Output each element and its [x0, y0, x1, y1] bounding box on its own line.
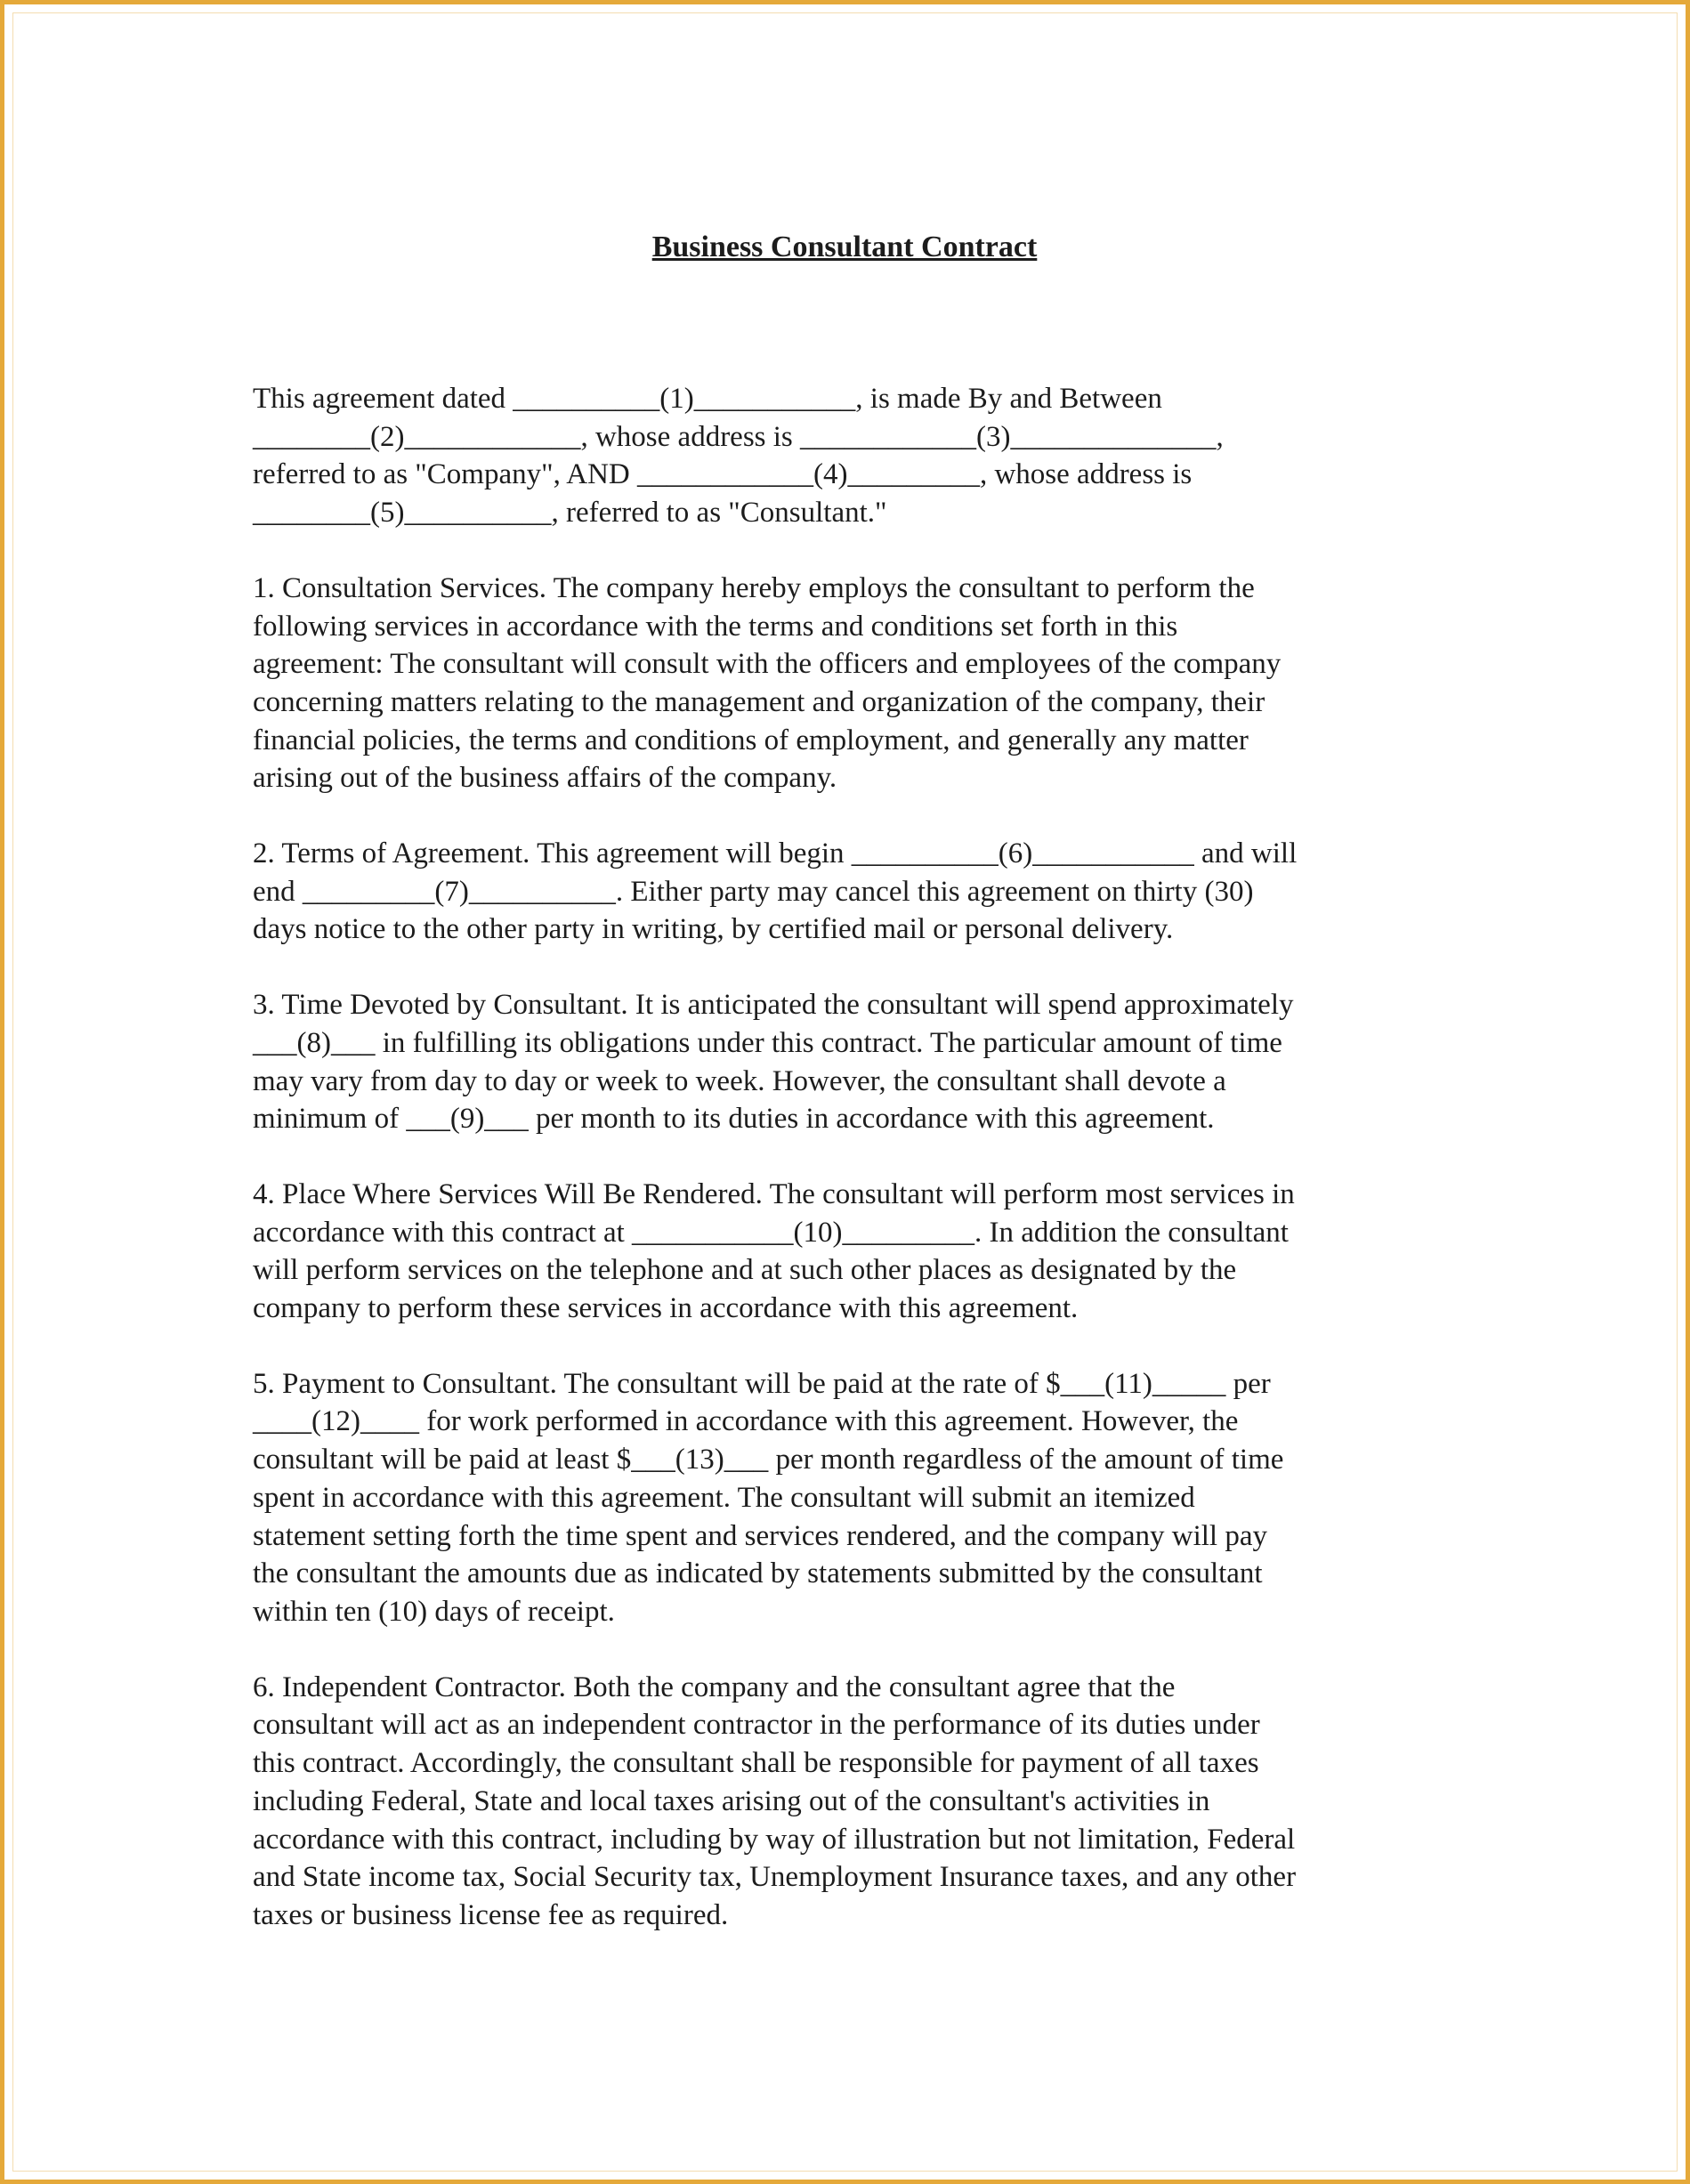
paragraph-line: 4. Place Where Services Will Be Rendered. The consultant will perform most services in [253, 1177, 1295, 1210]
paragraph-line: referred to as "Company", AND ____________(4)_________, whose address is [253, 458, 1193, 491]
paragraph-line: minimum of ___(9)___ per month to its duties in accordance with this agreement. [253, 1103, 1215, 1136]
paragraph-line: following services in accordance with the terms and conditions set forth in this [253, 610, 1178, 643]
paragraph-line: including Federal, State and local taxes arising out of the consultant's activities in [253, 1784, 1210, 1817]
paragraph-line: arising out of the business affairs of the company. [253, 762, 837, 795]
paragraph-line: end _________(7)__________. Either party may cancel this agreement on thirty (30) [253, 875, 1254, 908]
paragraph-line: company to perform these services in accordance with this agreement. [253, 1292, 1079, 1325]
contract-paragraph-3 [253, 835, 1463, 949]
paragraph-line: 3. Time Devoted by Consultant. It is anticipated the consultant will spend approximately [253, 989, 1294, 1022]
paragraph-line: 5. Payment to Consultant. The consultant will be paid at the rate of $___(11)_____ per [253, 1367, 1271, 1400]
paragraph-line: financial policies, the terms and conditions of employment, and generally any matter [253, 724, 1249, 756]
paragraph-line: taxes or business license fee as required. [253, 1898, 729, 1931]
paragraph-line: accordance with this contract at ___________(10)_________. In addition the consultant [253, 1216, 1289, 1249]
paragraph-line: consultant will act as an independent contractor in the performance of its duties under [253, 1709, 1260, 1742]
document-title: Business Consultant Contract [651, 231, 1038, 263]
paragraph-line: consultant will be paid at least $___(13)___ per month regardless of the amount of time [253, 1444, 1284, 1476]
paragraph-line: ____(12)____ for work performed in accordance with this agreement. However, the [253, 1405, 1239, 1438]
paragraph-line: statement setting forth the time spent and services rendered, and the company will pay [253, 1519, 1267, 1552]
document-body [253, 380, 1463, 1935]
paragraph-line: days notice to the other party in writing, by certified mail or personal delivery. [253, 913, 1174, 946]
paragraph-line: agreement: The consultant will consult with the officers and employees of the company [253, 648, 1282, 681]
contract-document [253, 230, 1463, 1972]
paragraph-line: This agreement dated __________(1)___________, is made By and Between [253, 383, 1162, 415]
paragraph-line: this contract. Accordingly, the consultant shall be responsible for payment of all taxes [253, 1747, 1259, 1780]
paragraph-line: 2. Terms of Agreement. This agreement will begin __________(6)___________ and will [253, 837, 1298, 870]
paragraph-line: the consultant the amounts due as indicated by statements submitted by the consultant [253, 1557, 1263, 1590]
paragraph-line: concerning matters relating to the management and organization of the company, their [253, 685, 1265, 718]
contract-paragraph-2 [253, 570, 1463, 797]
paragraph-line: ___(8)___ in fulfilling its obligations under this contract. The particular amount of time [253, 1026, 1282, 1059]
paragraph-line: will perform services on the telephone and at such other places as designated by the [253, 1254, 1237, 1287]
paragraph-line: 6. Independent Contractor. Both the company and the consultant agree that the [253, 1670, 1176, 1703]
paragraph-line: and State income tax, Social Security tax, Unemployment Insurance taxes, and any other [253, 1861, 1297, 1894]
contract-paragraph-1 [253, 380, 1463, 532]
contract-paragraph-4 [253, 986, 1463, 1138]
contract-paragraph-7 [253, 1669, 1463, 1935]
contract-paragraph-6 [253, 1365, 1463, 1631]
paragraph-line: ________(2)____________, whose address is ____________(3)______________, [253, 420, 1224, 453]
paragraph-line: may vary from day to day or week to week. However, the consultant shall devote a [253, 1064, 1226, 1097]
contract-paragraph-5 [253, 1176, 1463, 1328]
paragraph-line: spent in accordance with this agreement. The consultant will submit an itemized [253, 1481, 1195, 1514]
paragraph-line: accordance with this contract, including by way of illustration but not limitation, Federal [253, 1823, 1296, 1856]
paragraph-line: within ten (10) days of receipt. [253, 1595, 615, 1628]
paragraph-line: ________(5)__________, referred to as "Consultant." [253, 497, 887, 530]
paragraph-line: 1. Consultation Services. The company hereby employs the consultant to perform the [253, 571, 1255, 604]
